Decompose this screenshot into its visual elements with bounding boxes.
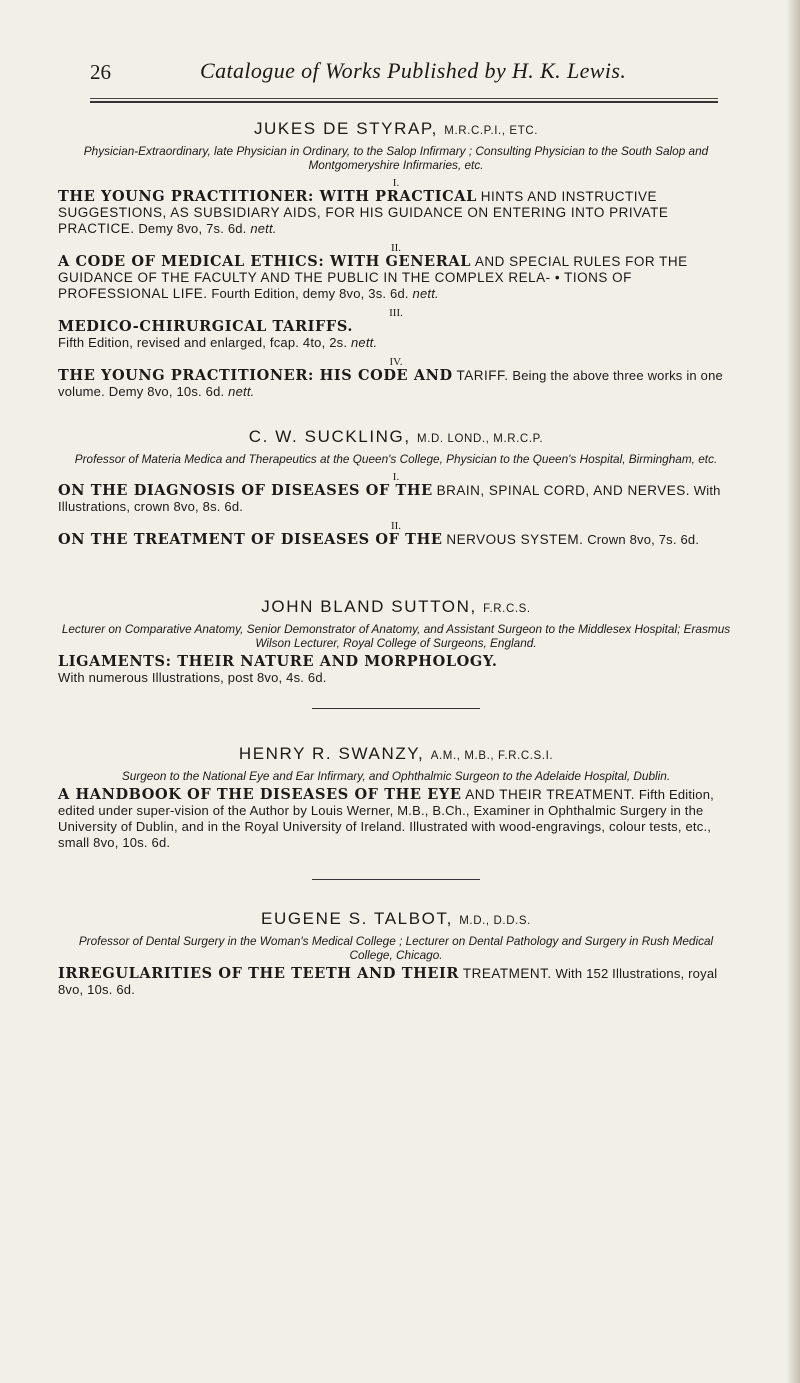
work-subtitle: AND SPECIAL RULES FOR THE GUIDANCE OF THE FACULTY AND THE PUBLIC IN THE COMPLEX RELA- • TIONS OF PROFESSIONAL LIFE. (58, 254, 688, 301)
work-number: II. (390, 520, 402, 532)
author-name: C. W. SUCKLING, (248, 427, 411, 446)
work-title: ON THE TREATMENT OF DISEASES OF THE (58, 531, 443, 548)
author-affiliation: Lecturer on Comparative Anatomy, Senior Demonstrator of Anatomy, and Assistant Surgeon to the Middlesex Hospital; Erasmus Wilson Lecturer, Royal College of Surgeons, England. (61, 622, 731, 650)
header-rule-double (90, 101, 718, 103)
author-credentials: M.D. LOND., M.R.C.P. (417, 433, 544, 445)
work-price-note: nett. (412, 286, 439, 301)
author-affiliation: Surgeon to the National Eye and Ear Infirmary, and Ophthalmic Surgeon to the Adelaide Hospital, Dublin. (121, 769, 671, 783)
work-entry (58, 654, 734, 686)
running-title: Catalogue of Works Published by H. K. Lewis. (200, 58, 627, 83)
work-price-note: nett. (350, 335, 378, 350)
author-entry (58, 743, 734, 851)
work-subtitle: BRAIN, SPINAL CORD, AND NERVES. (436, 483, 690, 498)
author-credentials: A.M., M.B., F.R.C.S.I. (430, 750, 554, 762)
work-title: THE YOUNG PRACTITIONER: WITH PRACTICAL (58, 188, 477, 205)
author-entry (58, 118, 734, 400)
header-rule (90, 98, 718, 99)
work-entry (58, 483, 734, 515)
work-details: With 152 Illustrations, royal 8vo, 10s. 6d. (58, 966, 718, 997)
author-name: JOHN BLAND SUTTON, (261, 597, 477, 616)
author-name: JUKES DE STYRAP, (253, 119, 438, 138)
work-entry (58, 787, 734, 851)
work-entry (58, 189, 734, 237)
work-title: LIGAMENTS: THEIR NATURE AND MORPHOLOGY. (58, 653, 498, 670)
work-details: Fourth Edition, demy 8vo, 3s. 6d. (211, 286, 409, 301)
author-credentials: M.R.C.P.I., ETC. (444, 125, 539, 137)
work-title: THE YOUNG PRACTITIONER: HIS CODE AND (58, 367, 453, 384)
work-price-note: nett. (250, 221, 277, 236)
author-entry (58, 426, 734, 548)
work-details: With numerous Illustrations, post 8vo, 4s. 6d. (58, 670, 327, 685)
author-name: EUGENE S. TALBOT, (261, 909, 453, 928)
work-details: Fifth Edition, revised and enlarged, fcap. 4to, 2s. (58, 335, 348, 350)
work-details: Crown 8vo, 7s. 6d. (587, 532, 700, 547)
work-subtitle: AND THEIR TREATMENT. (465, 787, 636, 802)
work-entry (58, 966, 734, 998)
page-header (90, 52, 730, 92)
work-title: ON THE DIAGNOSIS OF DISEASES OF THE (58, 482, 433, 499)
work-title: A HANDBOOK OF THE DISEASES OF THE EYE (58, 786, 462, 803)
work-entry (58, 368, 734, 400)
author-name: HENRY R. SWANZY, (238, 744, 425, 763)
page-edge-shadow (786, 0, 800, 1383)
work-entry (58, 254, 734, 302)
author-affiliation: Physician-Extraordinary, late Physician in Ordinary, to the Salop Infirmary ; Consulting Physician to the South Salop and Montgomeryshire Infirmaries, etc. (83, 144, 709, 172)
work-title: IRREGULARITIES OF THE TEETH AND THEIR (58, 965, 460, 982)
work-number: II. (390, 242, 402, 254)
work-details: With Illustrations, crown 8vo, 8s. 6d. (58, 483, 721, 514)
author-entry (58, 596, 734, 686)
catalogue-content (58, 118, 734, 998)
work-details: Fifth Edition, edited under super-vision of the Author by Louis Werner, M.B., B.Ch., Examiner in Ophthalmic Surgery in the University of Dublin, and in the Royal University of Ireland. Illustrated with wood-engravings, colour tests, etc., small 8vo, 10s. 6d. (58, 787, 714, 850)
work-title: A CODE OF MEDICAL ETHICS: WITH GENERAL (58, 253, 471, 270)
page-number: 26 (90, 60, 111, 84)
work-details: Demy 8vo, 7s. 6d. (138, 221, 247, 236)
author-credentials: F.R.C.S. (483, 603, 531, 615)
work-price-note: nett. (228, 384, 255, 399)
work-number: III. (389, 307, 403, 319)
work-number: I. (392, 471, 400, 483)
work-subtitle: TREATMENT. (462, 966, 552, 981)
work-entry (58, 532, 734, 548)
work-number: I. (392, 177, 400, 189)
author-entry (58, 908, 734, 998)
work-title: MEDICO-CHIRURGICAL TARIFFS. (58, 318, 354, 335)
work-number: IV. (389, 356, 403, 368)
work-subtitle: HINTS AND INSTRUCTIVE SUGGESTIONS, AS SUBSIDIARY AIDS, FOR HIS GUIDANCE ON ENTERING INTO PRIVATE PRACTICE. (58, 189, 669, 236)
work-subtitle: NERVOUS SYSTEM. (446, 532, 584, 547)
work-subtitle: TARIFF. (456, 368, 509, 383)
author-affiliation: Professor of Materia Medica and Therapeutics at the Queen's College, Physician to the Queen's Hospital, Birmingham, etc. (74, 452, 718, 466)
work-entry (58, 319, 734, 351)
author-affiliation: Professor of Dental Surgery in the Woman's Medical College ; Lecturer on Dental Pathology and Surgery in Rush Medical College, Chicago. (78, 934, 714, 962)
author-credentials: M.D., D.D.S. (459, 915, 531, 927)
work-details: Being the above three works in one volume. Demy 8vo, 10s. 6d. (58, 368, 723, 399)
